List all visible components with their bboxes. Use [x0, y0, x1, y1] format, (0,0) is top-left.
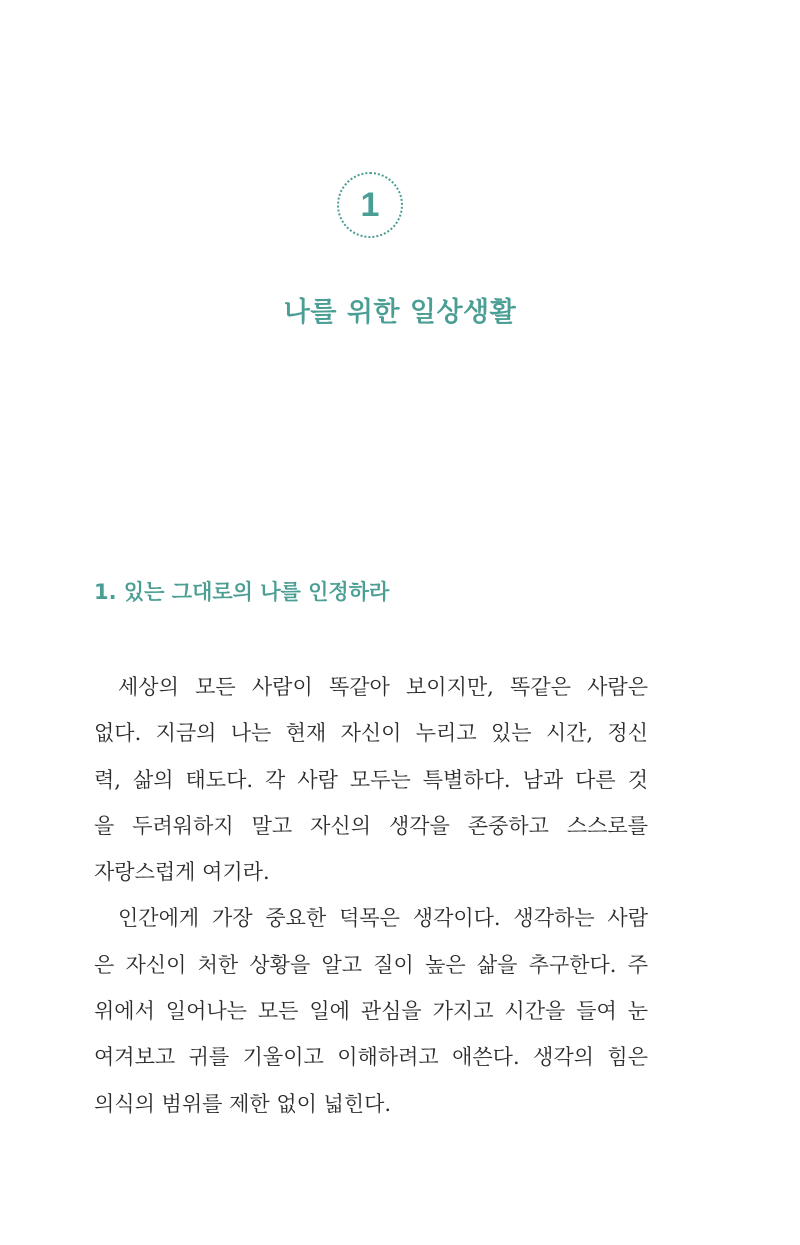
chapter-number-badge: [337, 172, 403, 238]
section-heading: 1. 있는 그대로의 나를 인정하라: [94, 580, 390, 604]
chapter-title: 나를 위한 일상생활: [283, 297, 517, 328]
paragraph-1-line-1: 세상의 모든 사람이 똑같아 보이지만, 똑같은 사람은: [118, 675, 648, 699]
paragraph-2-line-4: 여겨보고 귀를 기울이고 이해하려고 애쓴다. 생각의 힘은: [94, 1045, 648, 1070]
chapter-number: 1: [360, 186, 380, 224]
paragraph-2-line-5: 의식의 범위를 제한 없이 넓힌다.: [94, 1091, 392, 1116]
body-text: [94, 664, 648, 1127]
paragraph-1-line-5: 자랑스럽게 여기라.: [94, 860, 270, 885]
paragraph-1-line-2: 없다. 지금의 나는 현재 자신이 누리고 있는 시간, 정신: [94, 721, 648, 746]
paragraph-2-line-2: 은 자신이 처한 상황을 알고 질이 높은 삶을 추구한다. 주: [94, 952, 648, 977]
paragraph-1-line-3: 력, 삶의 태도다. 각 사람 모두는 특별하다. 남과 다른 것: [94, 767, 648, 792]
paragraph-2-line-3: 위에서 일어나는 모든 일에 관심을 가지고 시간을 들여 눈: [94, 999, 648, 1024]
paragraph-1-line-4: 을 두려워하지 말고 자신의 생각을 존중하고 스스로를: [94, 813, 648, 838]
paragraph-2-line-1: 인간에게 가장 중요한 덕목은 생각이다. 생각하는 사람: [118, 906, 648, 931]
